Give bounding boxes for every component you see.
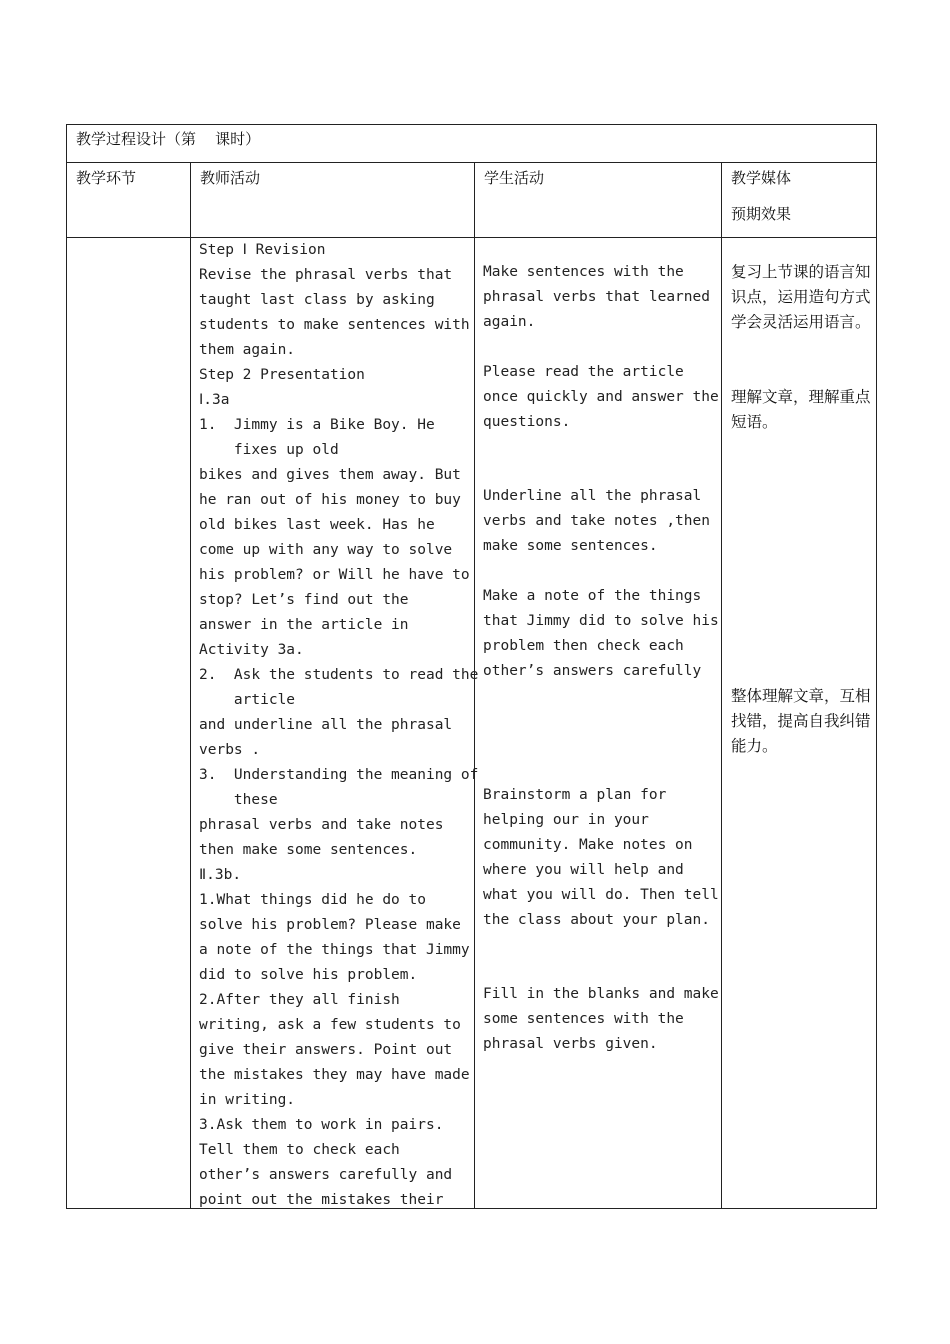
student-line: where you will help and xyxy=(483,862,684,878)
student-line: Fill in the blanks and make xyxy=(483,986,719,1002)
teacher-line: 2.After they all finish xyxy=(199,992,400,1008)
teacher-line: 3.Ask them to work in pairs. xyxy=(199,1117,444,1133)
student-line: some sentences with the xyxy=(483,1011,684,1027)
teacher-line: other’s answers carefully and xyxy=(199,1167,453,1183)
student-line: once quickly and answer the xyxy=(483,389,719,405)
student-line: Please read the article xyxy=(483,364,684,380)
teacher-line: point out the mistakes their xyxy=(199,1192,444,1208)
header-media: 教学媒体 xyxy=(731,169,792,187)
teacher-line: fixes up old xyxy=(199,442,339,458)
teacher-line: answer in the article in xyxy=(199,617,409,633)
teacher-line: article xyxy=(199,692,296,708)
teacher-line: 1. Jimmy is a Bike Boy. He xyxy=(199,417,435,433)
teacher-line: stop? Let’s find out the xyxy=(199,592,409,608)
effect-paragraph: 整体理解文章，互相找错，提高自我纠错能力。 xyxy=(731,687,871,755)
teacher-line: in writing. xyxy=(199,1092,296,1108)
student-line: again. xyxy=(483,314,536,330)
student-line: questions. xyxy=(483,414,571,430)
student-line: Brainstorm a plan for xyxy=(483,787,667,803)
student-line: Make a note of the things xyxy=(483,588,702,604)
student-line: problem then check each xyxy=(483,638,684,654)
teacher-line: the mistakes they may have made xyxy=(199,1067,470,1083)
student-line: make some sentences. xyxy=(483,538,658,554)
teacher-line: then make some sentences. xyxy=(199,842,418,858)
header-student-activity: 学生活动 xyxy=(484,169,545,187)
student-line: Underline all the phrasal xyxy=(483,488,702,504)
teacher-line: give their answers. Point out xyxy=(199,1042,453,1058)
teacher-line: Ⅰ.3a xyxy=(199,392,230,408)
table-title: 教学过程设计（第 课时） xyxy=(76,130,261,148)
teacher-line: a note of the things that Jimmy xyxy=(199,942,470,958)
header-teacher-activity: 教师活动 xyxy=(200,169,261,187)
teacher-line: his problem? or Will he have to xyxy=(199,567,470,583)
student-line: the class about your plan. xyxy=(483,912,710,928)
teacher-line: old bikes last week. Has he xyxy=(199,517,435,533)
teacher-line: come up with any way to solve xyxy=(199,542,453,558)
teacher-line: them again. xyxy=(199,342,296,358)
student-line: Make sentences with the xyxy=(483,264,684,280)
teacher-line: writing, ask a few students to xyxy=(199,1017,461,1033)
student-line: phrasal verbs that learned xyxy=(483,289,710,305)
teacher-line: Activity 3a. xyxy=(199,642,304,658)
teacher-line: solve his problem? Please make xyxy=(199,917,461,933)
teacher-line: Tell them to check each xyxy=(199,1142,400,1158)
student-line: helping our in your xyxy=(483,812,649,828)
teacher-line: Ⅱ.3b. xyxy=(199,867,242,883)
header-expected-effect: 预期效果 xyxy=(731,205,792,223)
teacher-line: Step 2 Presentation xyxy=(199,367,365,383)
teacher-line: students to make sentences with xyxy=(199,317,470,333)
teacher-line: phrasal verbs and take notes xyxy=(199,817,444,833)
effect-paragraph: 复习上节课的语言知识点，运用造句方式学会灵活运用语言。 xyxy=(731,263,871,331)
student-line: verbs and take notes ,then xyxy=(483,513,710,529)
teacher-line: 1.What things did he do to xyxy=(199,892,426,908)
student-line: what you will do. Then tell xyxy=(483,887,719,903)
teacher-line: 2. Ask the students to read the xyxy=(199,667,479,683)
teacher-line: these xyxy=(199,792,278,808)
student-line: community. Make notes on xyxy=(483,837,693,853)
teacher-line: verbs . xyxy=(199,742,261,758)
header-teaching-step: 教学环节 xyxy=(76,169,137,187)
student-line: phrasal verbs given. xyxy=(483,1036,658,1052)
teacher-line: did to solve his problem. xyxy=(199,967,418,983)
student-line: that Jimmy did to solve his xyxy=(483,613,719,629)
teacher-line: he ran out of his money to buy xyxy=(199,492,461,508)
teacher-line: and underline all the phrasal xyxy=(199,717,453,733)
student-line: other’s answers carefully xyxy=(483,663,702,679)
effect-paragraph: 理解文章，理解重点短语。 xyxy=(731,388,871,431)
teacher-line: taught last class by asking xyxy=(199,292,435,308)
teacher-line: bikes and gives them away. But xyxy=(199,467,461,483)
teacher-line: Revise the phrasal verbs that xyxy=(199,267,453,283)
teacher-line: Step Ⅰ Revision xyxy=(199,242,326,258)
teacher-line: 3. Understanding the meaning of xyxy=(199,767,479,783)
